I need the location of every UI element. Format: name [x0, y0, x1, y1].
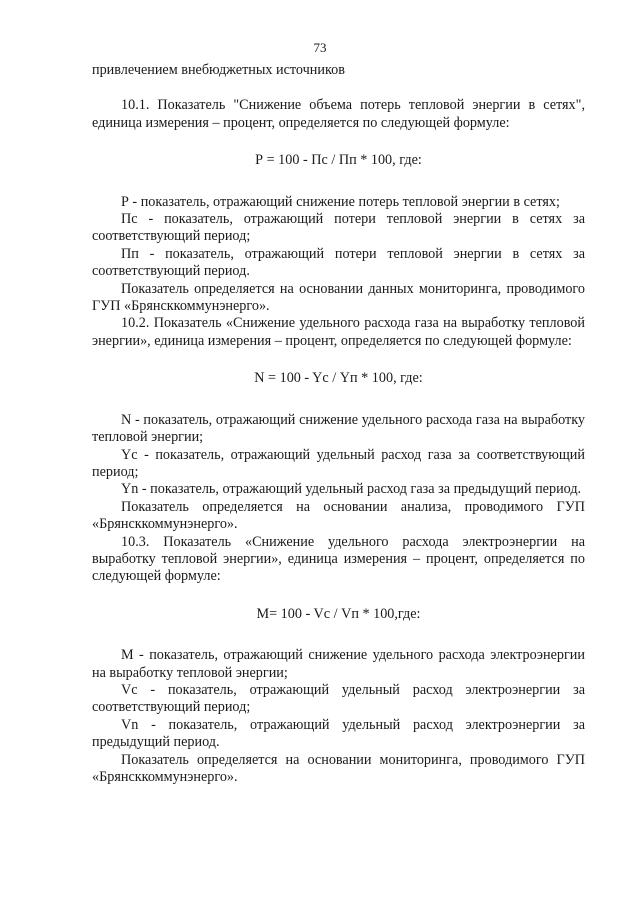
- definition-yc: Yс - показатель, отражающий удельный расход газа за соответствующий период;: [92, 446, 585, 480]
- source-10-2: Показатель определяется на основании анализа, проводимого ГУП «Брянсккоммунэнерго».: [92, 498, 585, 533]
- definition-pp: Пп - показатель, отражающий потери тепловой энергии в сетях за соответствующий период.: [92, 245, 585, 280]
- intro-line: привлечением внебюджетных источников: [92, 62, 345, 78]
- section-10-3-heading: 10.3. Показатель «Снижение удельного расхода электроэнергии на выработку тепловой энергии», единица измерения – процент, определяется по следующей формуле:: [92, 533, 585, 585]
- document-body: [92, 62, 585, 786]
- definition-pc: Пс - показатель, отражающий потери тепловой энергии в сетях за соответствующий период;: [92, 211, 585, 245]
- definition-vc: Vс - показатель, отражающий удельный расход электроэнергии за соответствующий период;: [92, 681, 585, 716]
- formula-p: Р = 100 - Пс / Пп * 100, где:: [255, 152, 422, 169]
- definition-m: М - показатель, отражающий снижение удельного расхода электроэнергии на выработку тепловой энергии;: [92, 647, 585, 681]
- definition-vn: Vn - показатель, отражающий удельный расход электроэнергии за предыдущий период.: [92, 716, 585, 751]
- formula-n: N = 100 - Yс / Yп * 100, где:: [254, 370, 423, 387]
- section-10-2-heading: 10.2. Показатель «Снижение удельного расхода газа на выработку тепловой энергии», единица измерения – процент, определяется по следующей формуле:: [92, 315, 585, 349]
- formula-m: M= 100 - Vс / Vп * 100,где:: [256, 605, 421, 622]
- definition-yn: Yn - показатель, отражающий удельный расход газа за предыдущий период.: [121, 481, 582, 498]
- definition-p: Р - показатель, отражающий снижение потерь тепловой энергии в сетях;: [121, 193, 560, 210]
- source-10-3: Показатель определяется на основании мониторинга, проводимого ГУП «Брянсккоммунэнерго».: [92, 751, 585, 785]
- source-10-1: Показатель определяется на основании данных мониторинга, проводимого ГУП «Брянсккоммунэнерго».: [92, 280, 585, 315]
- definition-n: N - показатель, отражающий снижение удельного расхода газа на выработку тепловой энергии;: [92, 411, 585, 446]
- page-number: 73: [313, 40, 327, 55]
- section-10-1-heading: 10.1. Показатель "Снижение объема потерь тепловой энергии в сетях", единица измерения – процент, определяется по следующей формуле:: [92, 97, 585, 131]
